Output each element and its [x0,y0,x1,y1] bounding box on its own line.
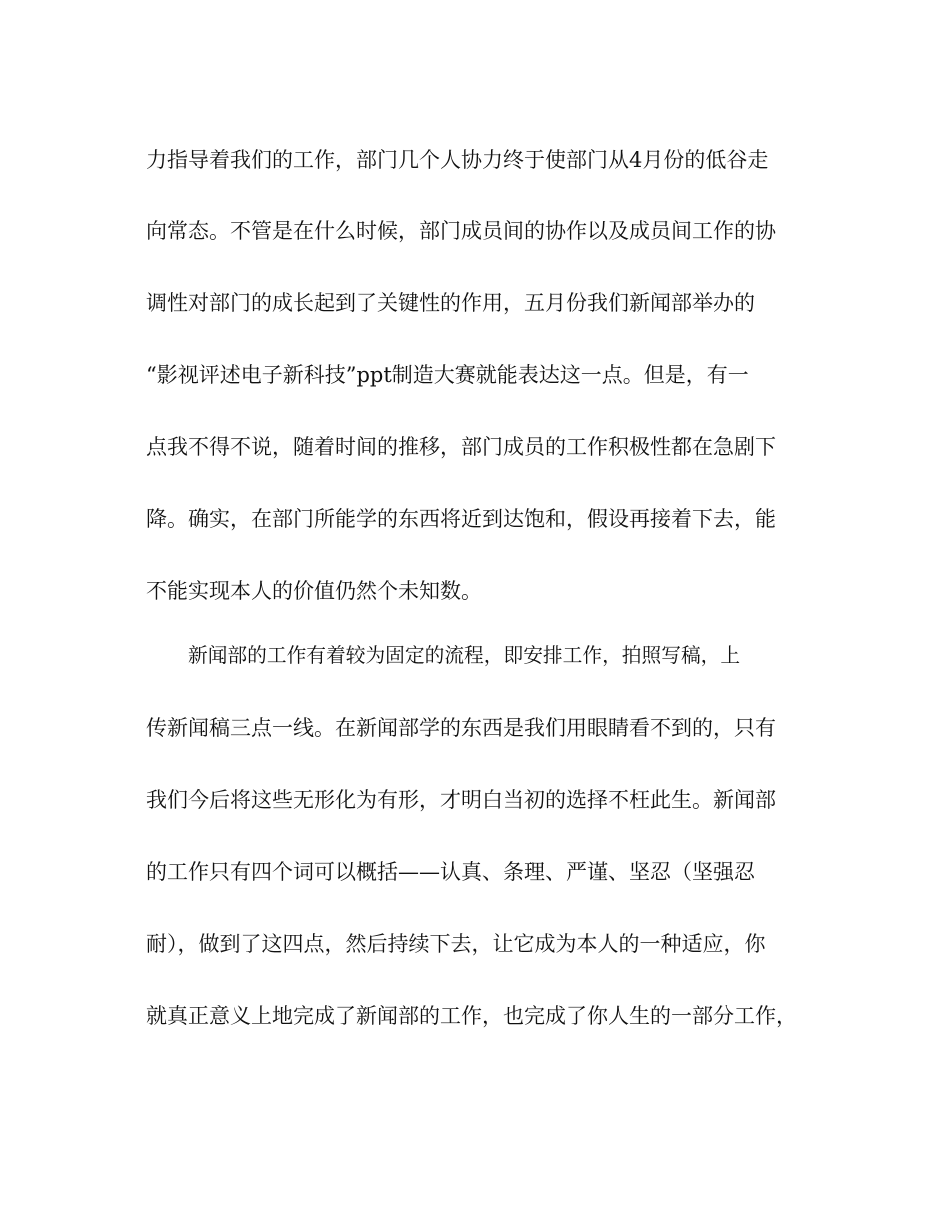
text-line: 传新闻稿三点一线。在新闻部学的东西是我们用眼睛看不到的，只有 [146,716,776,740]
text-line: 就真正意义上地完成了新闻部的工作，也完成了你人生的一部分工作， [146,1004,797,1028]
text-line: 点我不得不说，随着时间的推移，部门成员的工作积极性都在急剧下 [146,435,776,459]
text-line: 调性对部门的成长起到了关键性的作用，五月份我们新闻部举办的 [146,291,755,315]
text-line: 降。确实，在部门所能学的东西将近到达饱和，假设再接着下去，能 [146,507,776,531]
text-line: “影视评述电子新科技”ppt制造大赛就能表达这一点。但是，有一 [146,363,749,387]
text-line: 力指导着我们的工作，部门几个人协力终于使部门从4月份的低谷走 [146,148,769,172]
text-line: 的工作只有四个词可以概括——认真、条理、严谨、坚忍（坚强忍 [146,860,755,884]
text-line: 向常态。不管是在什么时候，部门成员间的协作以及成员间工作的协 [146,219,776,243]
text-line: 不能实现本人的价值仍然个未知数。 [146,579,482,603]
text-line: 耐），做到了这四点，然后持续下去，让它成为本人的一种适应，你 [146,932,766,956]
text-line: 我们今后将这些无形化为有形，才明白当初的选择不枉此生。新闻部 [146,788,776,812]
paragraph-first-line: 新闻部的工作有着较为固定的流程，即安排工作，拍照写稿，上 [188,644,741,667]
